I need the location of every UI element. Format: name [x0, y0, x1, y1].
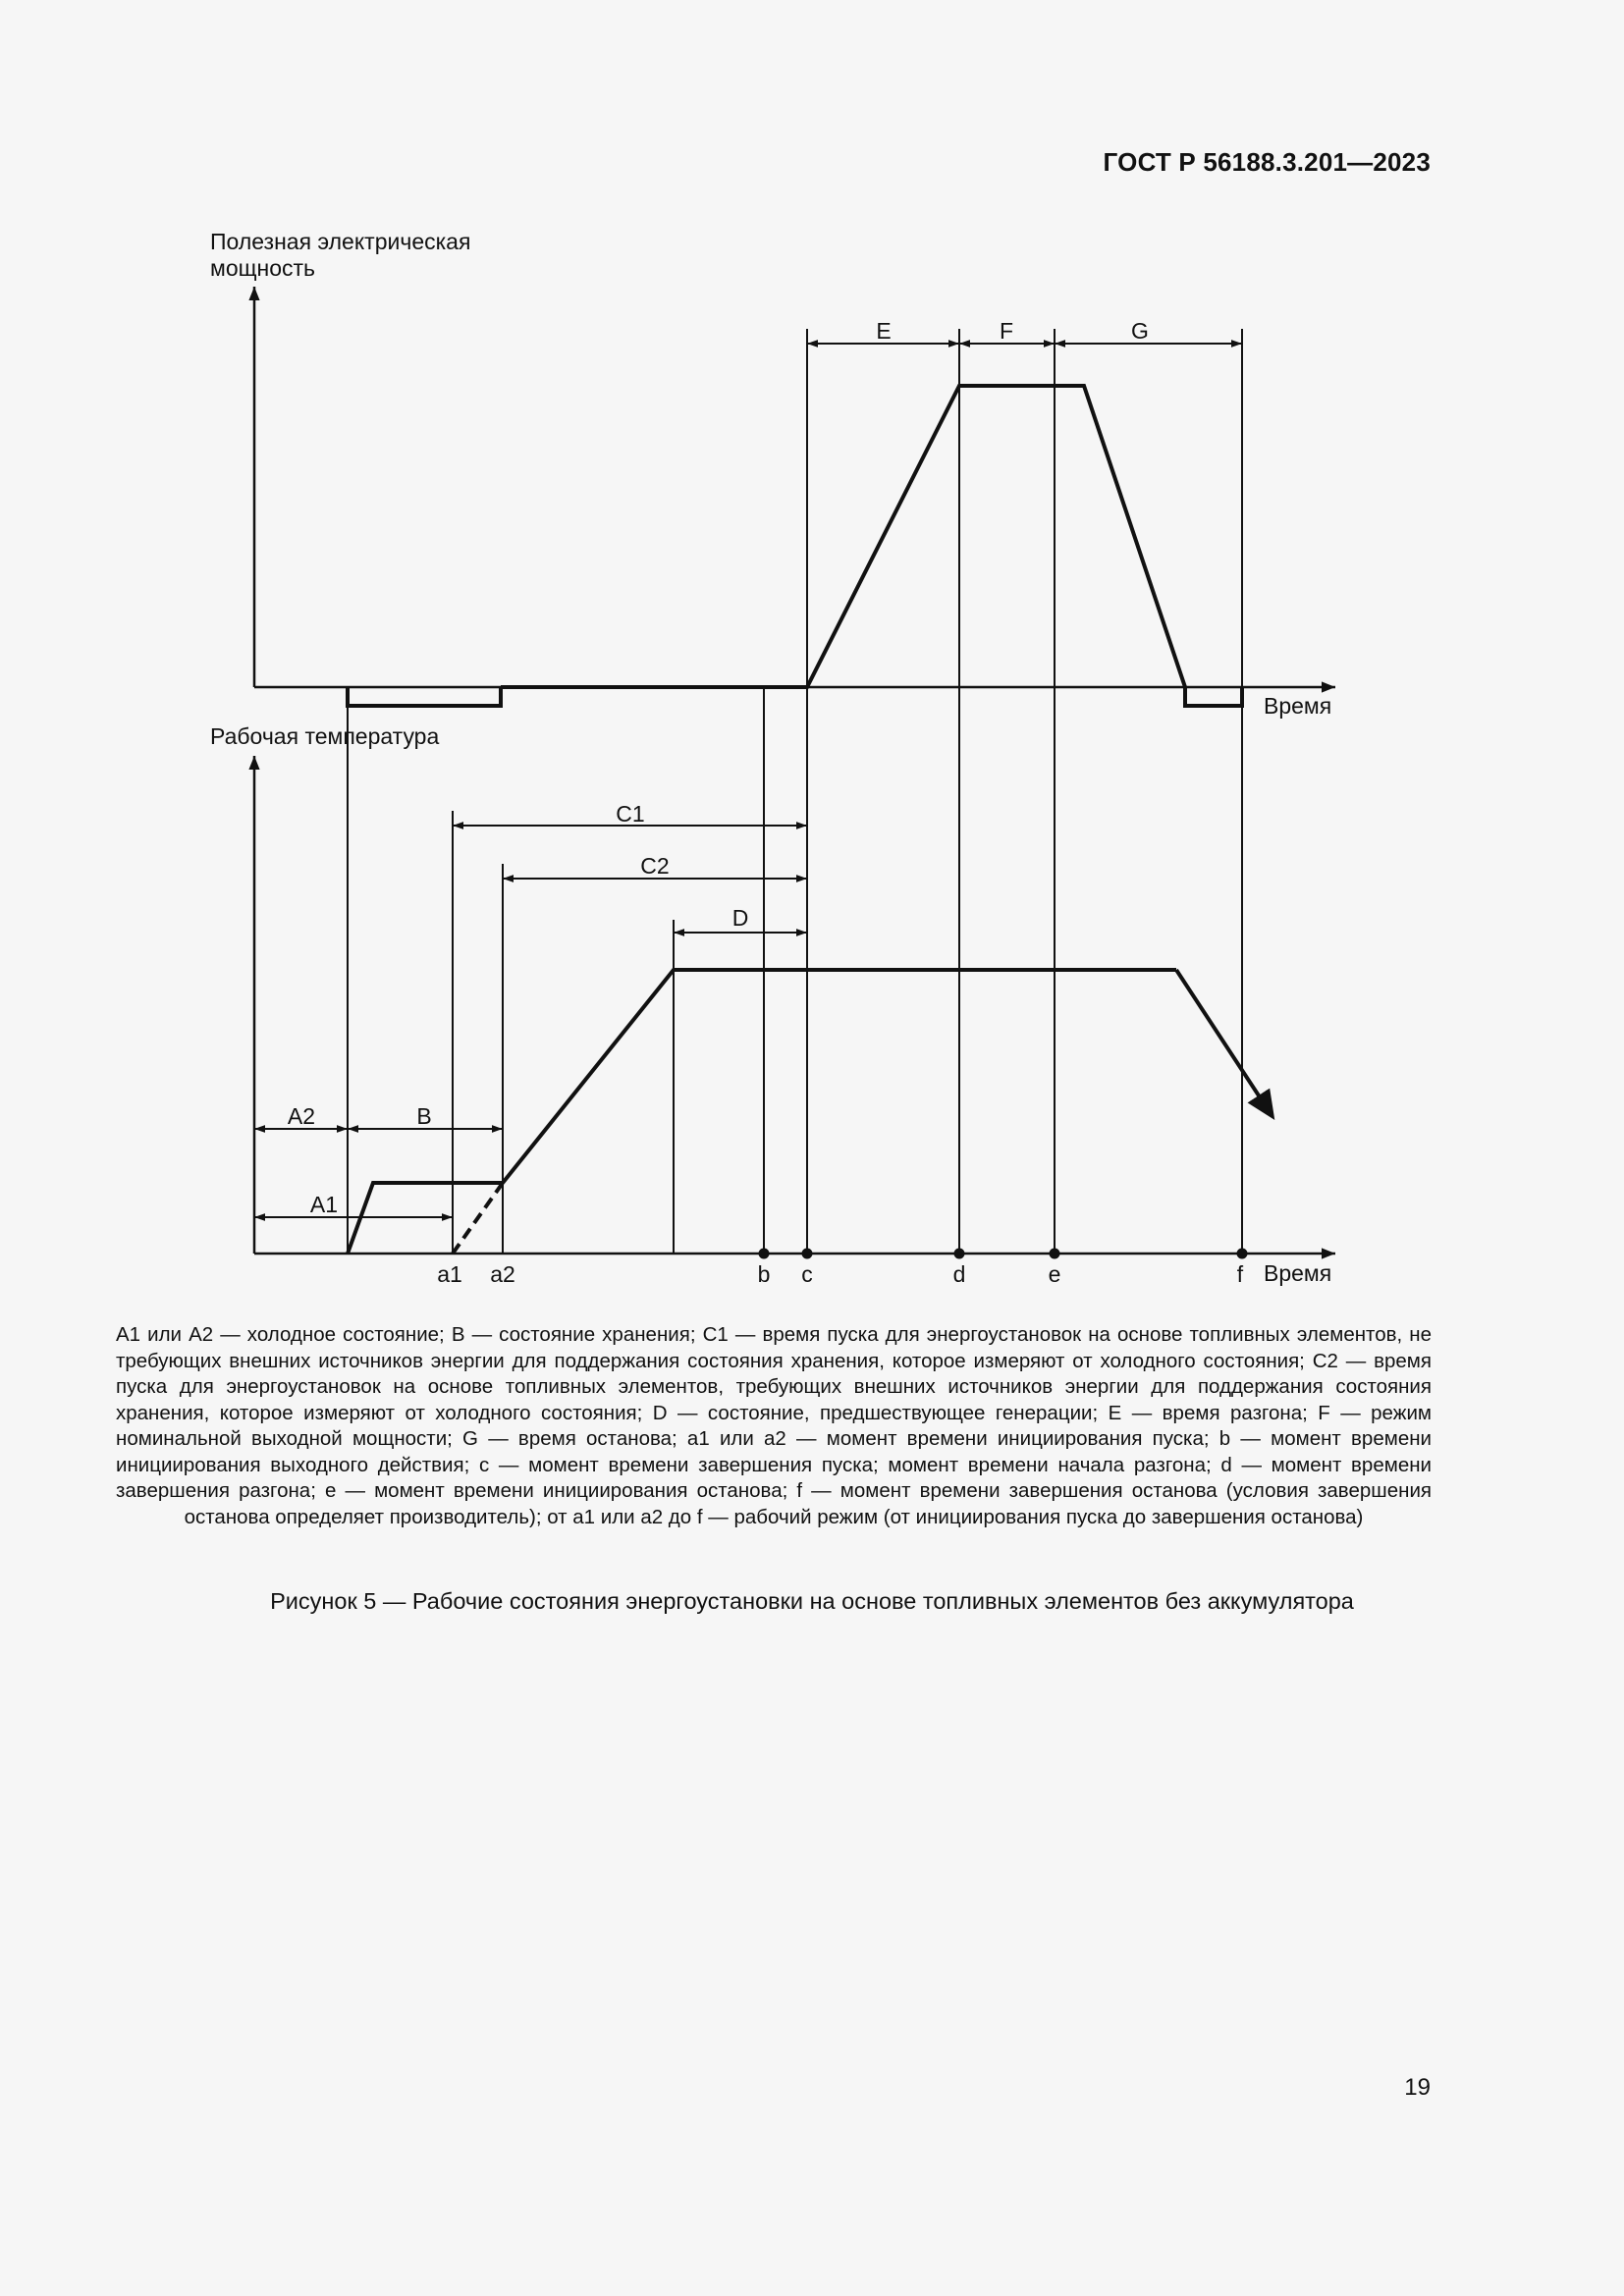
standard-code: ГОСТ Р 56188.3.201—2023 [1103, 147, 1431, 177]
power-shutdown-dip [1185, 687, 1242, 706]
power-cold-dip [348, 687, 501, 706]
power-profile [501, 386, 1185, 687]
interval-label-b: B [416, 1103, 432, 1129]
point-label-a2: a2 [490, 1261, 515, 1287]
marker-b [759, 1249, 770, 1259]
temperature-decline-arrow [1176, 970, 1272, 1115]
point-label-d: d [952, 1261, 966, 1287]
figure-caption: Рисунок 5 — Рабочие состояния энергоустановки на основе топливных элементов без аккумулятора [270, 1588, 1354, 1614]
marker-c [802, 1249, 813, 1259]
interval-arrows [254, 344, 1242, 1217]
interval-label-a1: A1 [309, 1192, 339, 1217]
interval-label-c2: C2 [640, 853, 670, 879]
page-number: 19 [1404, 2074, 1431, 2101]
interval-label-d: D [731, 905, 749, 931]
time-label-bottom: Время [1264, 1260, 1332, 1286]
power-curve [348, 386, 1242, 706]
point-label-c: c [801, 1261, 813, 1287]
interval-label-e: E [876, 318, 892, 344]
point-label-e: e [1048, 1261, 1061, 1287]
interval-label-c1: C1 [616, 801, 645, 827]
interval-label-f: F [999, 318, 1014, 344]
marker-f [1237, 1249, 1248, 1259]
power-axis-label-line2: мощность [210, 255, 316, 281]
temperature-axis-label: Рабочая температура [210, 723, 440, 749]
marker-d [954, 1249, 965, 1259]
temperature-start-dashed [453, 1183, 503, 1254]
temperature-warmup-profile [503, 970, 1176, 1183]
power-axis-label-line1: Полезная электрическая [210, 229, 471, 254]
point-label-a1: a1 [437, 1261, 462, 1287]
marker-e [1050, 1249, 1060, 1259]
reference-lines [348, 329, 1242, 1254]
figure-legend: A1 или A2 — холодное состояние; B — состояние хранения; C1 — время пуска для энергоустановок на основе топливных элементов, не требующих внешних источников энергии для поддержания состояния хранения, которое измеряют от холодного состояния; C2 — время пуска для энергоустановок на основе топливных элементов, требующих внешних источников энергии для поддержания состояния хранения, которое измеряют от холодного состояния; D — состояние, предшествующее генерации; E — время разгона; F — режим номинальной выходной мощности; G — время останова; a1 или a2 — момент времени инициирования пуска; b — момент времени инициирования выходного действия; c — момент времени завершения пуска; момент времени начала разгона; d — момент времени завершения разгона; e — момент времени инициирования останова; f — момент времени завершения останова (условия завершения останова определяет производитель); от a1 или a2 до f — рабочий режим (от инициирования пуска до завершения останова) [116, 1323, 1432, 1528]
point-label-b: b [757, 1261, 771, 1287]
point-label-f: f [1236, 1261, 1244, 1287]
time-label-top: Время [1264, 693, 1332, 719]
temperature-curve [348, 970, 1272, 1254]
interval-label-a2: A2 [287, 1103, 316, 1129]
interval-label-g: G [1131, 318, 1149, 344]
